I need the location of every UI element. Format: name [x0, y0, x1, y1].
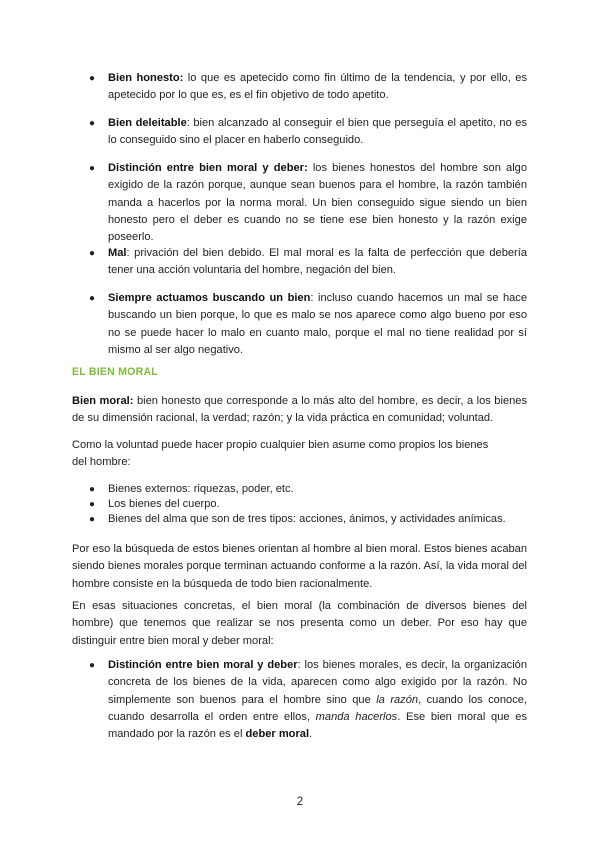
bullet-dot: ●	[89, 248, 96, 259]
definition: : incluso cuando hacemos un mal se hace buscando un bien porque, lo que es malo se nos aparece como algo bueno por eso no se puede hacer lo malo en cuanto malo, porque el mal no tiene realidad por sí mismo al ser algo negativo.	[108, 292, 528, 356]
list-item-text: Bienes del alma que son de tres tipos: acciones, ánimos, y actividades anímicas.	[108, 513, 506, 525]
paragraph-voluntad	[72, 437, 527, 472]
emphasis: la razón	[376, 693, 419, 706]
definition: lo que es apetecido como fin último de la tendencia, y por ello, es apetecido por lo que es, es el fin objetivo de todo apetito.	[108, 72, 527, 102]
bullet-siempre-actuamos	[89, 290, 528, 359]
term: Bien honesto:	[108, 72, 184, 84]
bullet-dot: ●	[89, 163, 96, 174]
bullet-dot: ●	[89, 660, 96, 671]
list-item-text: Bienes externos: riquezas, poder, etc.	[108, 483, 294, 495]
definition: : privación del bien debido. El mal moral es la falta de perfección que debería tener una acción voluntaria del hombre, negación del bien.	[108, 247, 527, 277]
term: Bien moral:	[72, 395, 134, 407]
bullet-dot: ●	[89, 514, 96, 525]
term: Distinción entre bien moral y deber:	[108, 162, 308, 174]
bullet-dot: ●	[89, 293, 96, 304]
bullet-distincion	[89, 160, 527, 246]
paragraph-bien-moral	[72, 393, 527, 428]
definition-part: .	[309, 728, 313, 741]
list-item	[89, 512, 506, 528]
emphasis: manda hacerlos	[315, 710, 398, 723]
definition: los bienes honestos del hombre son algo exigido de la razón porque, aunque sean buenos para el hombre, la razón también manda a hacerlos por la norma moral. Un bien conseguido sigue siendo un bien honesto pero el deber es cuando no se tiene ese bien honesto y la razón exige poseerlo.	[108, 162, 527, 244]
list-item-text: Los bienes del cuerpo.	[108, 498, 220, 510]
bullet-dot: ●	[89, 484, 96, 495]
bullet-mal	[89, 245, 527, 280]
term: Distinción entre bien moral y deber	[108, 659, 298, 671]
bullet-dot: ●	[89, 499, 96, 510]
bullet-bien-deleitable	[89, 115, 527, 150]
definition-part: , cuando los conoce, cuando desarrolla el orden entre ellos,	[108, 693, 527, 723]
page-number: 2	[296, 796, 304, 808]
term: Bien deleitable	[108, 117, 187, 129]
definition: : bien alcanzado al conseguir el bien que perseguía el apetito, no es lo conseguido sino el placer en haberlo conseguido.	[108, 117, 527, 147]
term: Siempre actuamos buscando un bien	[108, 292, 311, 304]
definition: bien honesto que corresponde a lo más alto del hombre, es decir, a los bienes de su dimensión racional, la verdad; razón; y la vida práctica en comunidad; voluntad.	[72, 395, 527, 425]
list-item	[89, 482, 294, 498]
bullet-dot: ●	[89, 118, 96, 129]
paragraph-line: del hombre:	[72, 456, 131, 469]
term: Mal	[108, 247, 127, 259]
definition-part: . Ese bien moral que es mandado por la razón es el	[108, 710, 527, 741]
paragraph-line: Como la voluntad puede hacer propio cualquier bien asume como propios los bienes	[72, 439, 489, 451]
bullet-dot: ●	[89, 73, 96, 84]
section-heading: EL BIEN MORAL	[72, 366, 158, 378]
list-item	[89, 497, 220, 513]
bold-term: deber moral	[245, 728, 310, 741]
paragraph-situaciones: En esas situaciones concretas, el bien moral (la combinación de diversos bienes del hombre) que tenemos que realizar se nos presenta como un deber. Por eso hay que distinguir entre bien moral y deber moral:	[72, 600, 527, 647]
bullet-distincion-deber	[89, 657, 527, 743]
paragraph-busqueda: Por eso la búsqueda de estos bienes orientan al hombre al bien moral. Estos bienes acaban siendo bienes morales porque terminan actuando conforme a la razón. Así, la vida moral del hombre consiste en la búsqueda de todo bien racionalmente.	[72, 543, 527, 590]
definition-part: : los bienes morales, es decir, la organización concreta de los bienes de la vida, aparecen como algo exigido por la razón. No simplemente son buenos para el hombre sino que	[108, 659, 527, 706]
bullet-bien-honesto	[89, 70, 527, 105]
